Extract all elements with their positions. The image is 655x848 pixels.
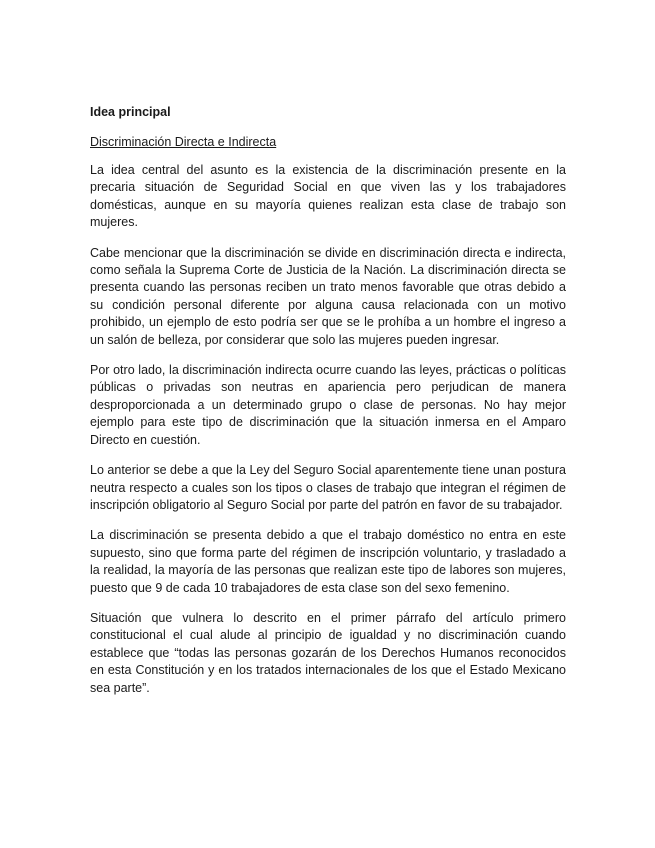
paragraph-5: La discriminación se presenta debido a que el trabajo doméstico no entra en este supuesto, sino que forma parte del régimen de inscripción voluntario, y trasladado a la realidad, la mayoría de las personas que realizan este tipo de labores son mujeres, puesto que 9 de cada 10 trabajadores de esta clase son del sexo femenino. [90,528,566,595]
document-page [90,104,566,710]
paragraph-3: Por otro lado, la discriminación indirecta ocurre cuando las leyes, prácticas o políticas públicas o privadas son neutras en apariencia pero perjudican de manera desproporcionada a un determinado grupo o clase de personas. No hay mejor ejemplo para este tipo de discriminación que la situación inmersa en el Amparo Directo en cuestión. [90,363,566,447]
paragraph-6: Situación que vulnera lo descrito en el primer párrafo del artículo primero constitucional el cual alude al principio de igualdad y no discriminación cuando establece que “todas las personas gozarán de los Derechos Humanos reconocidos en esta Constitución y en los tratados internacionales de los que el Estado Mexicano sea parte”. [90,610,566,695]
paragraph-4: Lo anterior se debe a que la Ley del Seguro Social aparentemente tiene unan postura neutra respecto a cuales son los tipos o clases de trabajo que integran el régimen de inscripción obligatorio al Seguro Social por parte del patrón en favor de su trabajador. [90,463,566,512]
section-heading: Idea principal [90,105,171,119]
section-subheading: Discriminación Directa e Indirecta [90,135,277,149]
paragraph-1: La idea central del asunto es la existencia de la discriminación presente en la precaria situación de Seguridad Social en que viven las y los trabajadores domésticas, aunque en su mayoría quienes realizan esta clase de trabajo son mujeres. [90,163,566,230]
paragraph-2: Cabe mencionar que la discriminación se divide en discriminación directa e indirecta, como señala la Suprema Corte de Justicia de la Nación. La discriminación directa se presenta cuando las personas reciben un trato menos favorable que otras debido a su condición personal diferente por alguna causa relacionada con un motivo prohibido, un ejemplo de esto podría ser que se le prohíba a un hombre el ingreso a un salón de belleza, por considerar que solo las mujeres pueden ingresar. [90,245,566,347]
